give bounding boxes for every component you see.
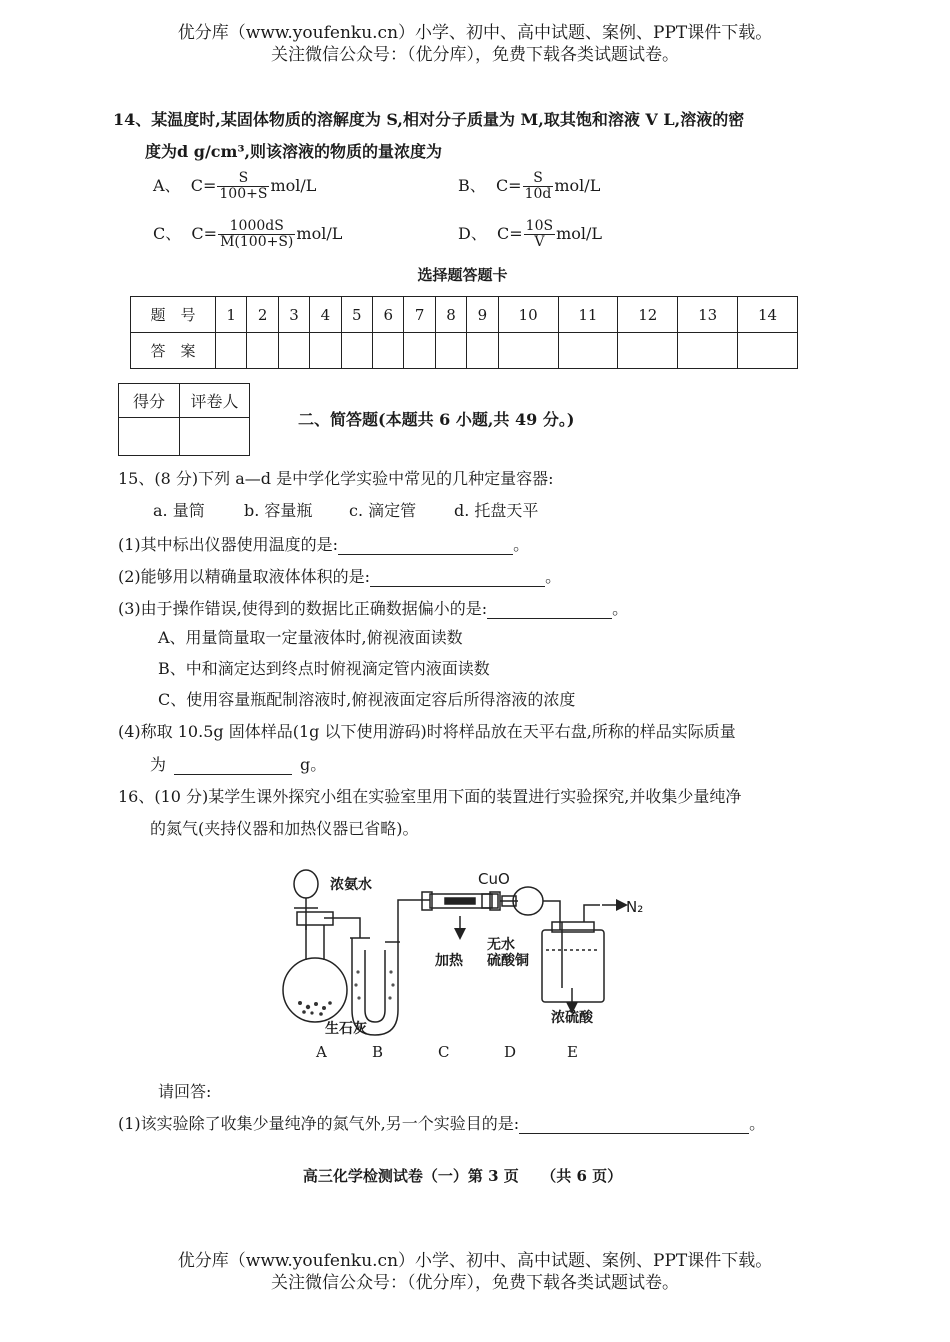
answer-cell[interactable] [404, 333, 435, 369]
label-d: D [504, 1043, 517, 1061]
answer-card-number: 2 [247, 297, 278, 333]
label-b: B [372, 1043, 384, 1061]
answer-card-number: 6 [373, 297, 404, 333]
q16-answer-prompt: 请回答: [158, 1082, 212, 1101]
header-line-2: 关注微信公众号：（优分库），免费下载各类试题试卷。 [271, 45, 679, 65]
q15-item-d: d. 托盘天平 [454, 501, 539, 520]
answer-card-number: 10 [498, 297, 558, 333]
answer-blank[interactable] [487, 602, 612, 619]
q16-intro-2: 的氮气(夹持仪器和加热仪器已省略)。 [150, 819, 419, 838]
answer-card-number: 9 [467, 297, 498, 333]
q15-part-4-answer: 为 g。 [150, 755, 327, 774]
answer-card-answer-row [131, 333, 798, 369]
label-e: E [567, 1043, 578, 1061]
q15-intro: 15、(8 分)下列 a—d 是中学化学实验中常见的几种定量容器: [118, 469, 554, 488]
label-acid: 浓硫酸 [551, 1010, 593, 1026]
q14-text-1: 14、某温度时,某固体物质的溶解度为 S,相对分子质量为 M,取其饱和溶液 V L,溶液的密 [113, 110, 745, 129]
answer-card-number: 14 [738, 297, 798, 333]
score-box [118, 383, 250, 456]
answer-card-number: 3 [278, 297, 309, 333]
q14-option-b: B、 C= $\frac{S}{10d}$ mol/L [458, 170, 601, 202]
answer-cell[interactable] [498, 333, 558, 369]
label-heat: 加热 [435, 953, 463, 969]
q14-text-2: 度为d g/cm³,则该溶液的物质的量浓度为 [145, 142, 443, 161]
drying-tube-d [482, 887, 560, 930]
answer-card-title: 选择题答题卡 [417, 266, 508, 284]
answer-blank[interactable] [370, 570, 545, 587]
tube-c [422, 892, 518, 934]
answer-card-number: 7 [404, 297, 435, 333]
answer-card-number: 5 [341, 297, 372, 333]
answer-blank[interactable] [174, 758, 292, 775]
answer-cell[interactable] [373, 333, 404, 369]
footer-line-1: 优分库（www.youfenku.cn）小学、初中、高中试题、案例、PPT课件下载。 [177, 1251, 773, 1271]
answer-card-number: 11 [558, 297, 618, 333]
answer-cell[interactable] [738, 333, 798, 369]
answer-card-number: 13 [678, 297, 738, 333]
answer-card-number: 4 [310, 297, 341, 333]
answer-cell[interactable] [467, 333, 498, 369]
answer-cell[interactable] [618, 333, 678, 369]
label-anhydrous-1: 无水 [487, 937, 515, 953]
q15-item-a: a. 量筒 [153, 501, 205, 520]
page-footer: 高三化学检测试卷（一）第 3 页 （共 6 页） [302, 1167, 623, 1185]
score-label: 得分 [119, 384, 180, 418]
answer-cell[interactable] [341, 333, 372, 369]
q14-option-d: D、 C= $\frac{10S}{V}$ mol/L [458, 218, 603, 250]
score-cell[interactable] [119, 418, 180, 456]
answer-cell[interactable] [310, 333, 341, 369]
q16-part-1: (1)该实验除了收集少量纯净的氮气外,另一个实验目的是: 。 [118, 1114, 766, 1133]
q14-option-a: A、 C= $\frac{S}{100+S}$ mol/L [153, 170, 317, 202]
answer-cell[interactable] [558, 333, 618, 369]
label-anhydrous-2: 硫酸铜 [487, 953, 529, 969]
bottle-e [542, 905, 604, 1008]
q15-part-2: (2)能够用以精确量取液体体积的是: 。 [118, 567, 562, 586]
label-a: A [316, 1043, 327, 1061]
label-lime: 生石灰 [325, 1021, 367, 1037]
q14-option-c: C、 C= $\frac{1000dS}{M(100+S)}$ mol/L [153, 218, 343, 250]
answer-cell[interactable] [278, 333, 309, 369]
header-line-1: 优分库（www.youfenku.cn）小学、初中、高中试题、案例、PPT课件下载。 [177, 23, 773, 43]
answer-card-number: 12 [618, 297, 678, 333]
answer-card-row1-label: 题 号 [131, 297, 216, 333]
answer-cell[interactable] [216, 333, 247, 369]
answer-blank[interactable] [519, 1117, 749, 1134]
label-n2: N₂ [626, 898, 644, 916]
answer-cell[interactable] [247, 333, 278, 369]
q15-choice-a: A、用量筒量取一定量液体时,俯视液面读数 [158, 628, 463, 647]
answer-cell[interactable] [678, 333, 738, 369]
q16-intro-1: 16、(10 分)某学生课外探究小组在实验室里用下面的装置进行实验探究,并收集少量纯净 [118, 787, 742, 806]
q15-choice-c: C、使用容量瓶配制溶液时,俯视液面定容后所得溶液的浓度 [158, 690, 576, 709]
section-2-heading: 二、简答题(本题共 6 小题,共 49 分。) [298, 410, 575, 429]
q15-part-4: (4)称取 10.5g 固体样品(1g 以下使用游码)时将样品放在天平右盘,所称的样品实际质量 [118, 722, 736, 741]
answer-card-number: 8 [435, 297, 466, 333]
q15-part-1: (1)其中标出仪器使用温度的是: 。 [118, 535, 530, 554]
footer-line-2: 关注微信公众号：（优分库），免费下载各类试题试卷。 [271, 1273, 679, 1293]
label-cuo: CuO [478, 870, 510, 888]
grader-label: 评卷人 [180, 384, 250, 418]
label-ammonia: 浓氨水 [330, 877, 372, 893]
q15-part-3: (3)由于操作错误,使得到的数据比正确数据偏小的是: 。 [118, 599, 629, 618]
u-tube-b [350, 900, 430, 1035]
q15-item-c: c. 滴定管 [349, 501, 417, 520]
answer-card-number: 1 [216, 297, 247, 333]
answer-card-table [130, 296, 798, 369]
grader-cell[interactable] [180, 418, 250, 456]
answer-blank[interactable] [338, 538, 513, 555]
answer-cell[interactable] [435, 333, 466, 369]
q15-choice-b: B、中和滴定达到终点时俯视滴定管内液面读数 [158, 659, 490, 678]
label-c: C [438, 1043, 450, 1061]
q15-item-b: b. 容量瓶 [244, 501, 313, 520]
answer-card-row2-label: 答 案 [131, 333, 216, 369]
answer-card-number-row [131, 297, 798, 333]
